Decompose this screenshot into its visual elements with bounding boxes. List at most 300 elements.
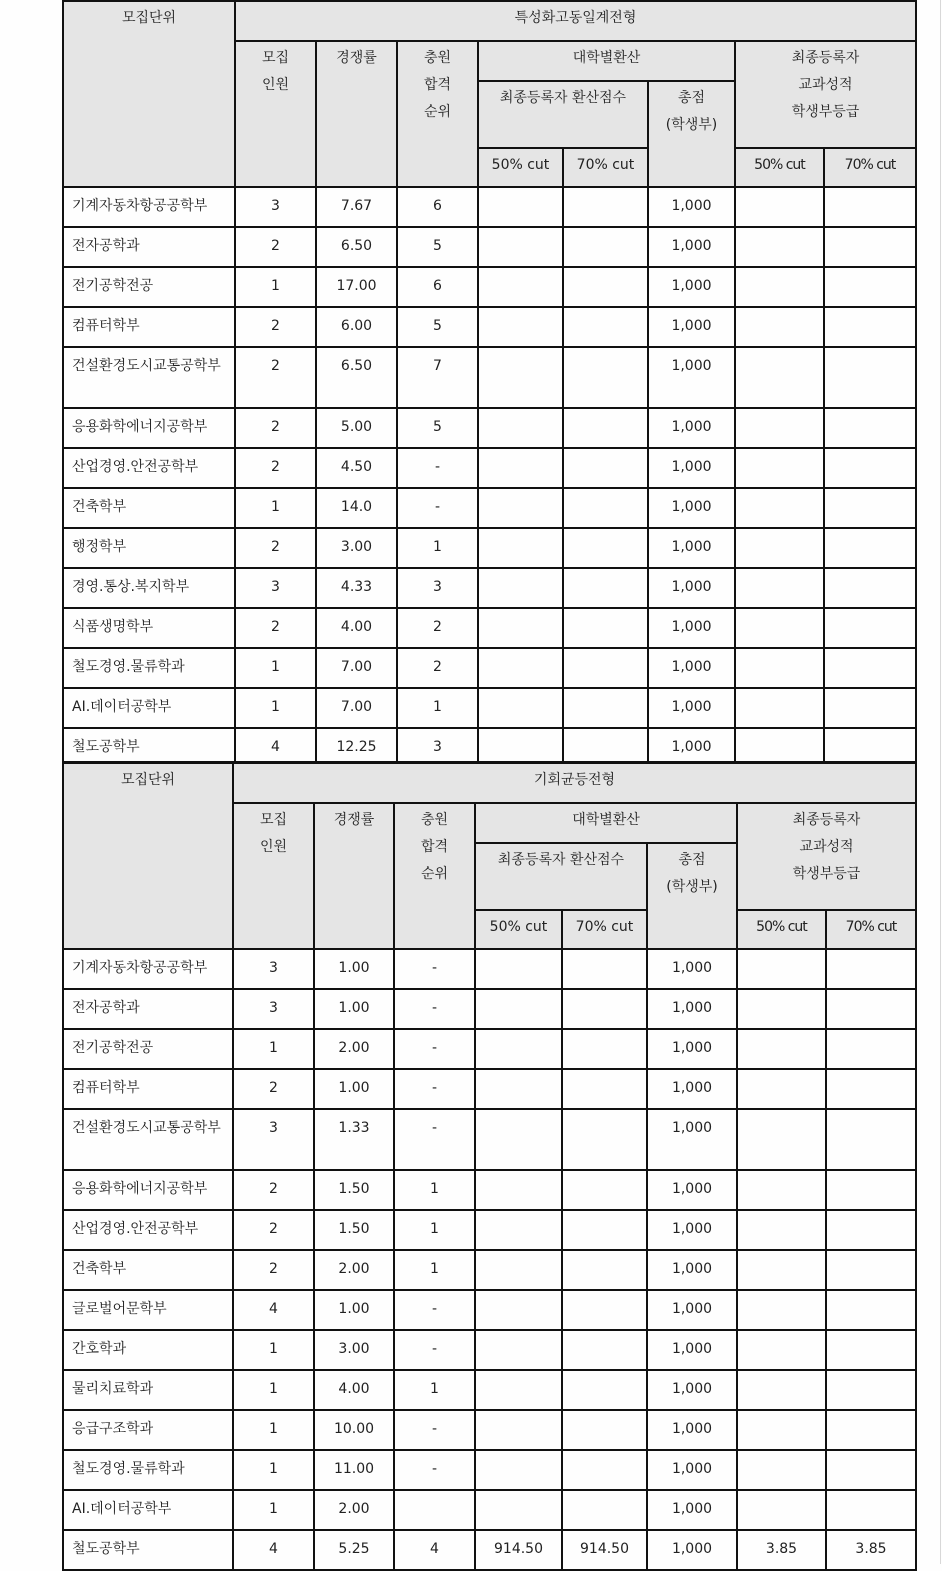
table-body	[63, 949, 916, 1570]
waitlist-rank-cell: -	[394, 1410, 475, 1450]
converted-50-cut-cell	[478, 688, 563, 728]
grade-50-cut-cell	[737, 1069, 826, 1109]
converted-50-cut-cell	[478, 488, 563, 528]
converted-70-cut-cell	[562, 1410, 647, 1450]
waitlist-rank-cell: -	[394, 1029, 475, 1069]
converted-70-cut-cell	[563, 648, 648, 688]
competition-rate-cell: 6.50	[316, 227, 397, 267]
total-score-cell: 1,000	[648, 648, 735, 688]
competition-rate-cell: 17.00	[316, 267, 397, 307]
grade-70-cut-cell: 3.85	[826, 1530, 916, 1570]
header-grade-50-cut: 50% cut	[735, 148, 824, 187]
unit-cell: 건설환경도시교통공학부	[63, 1109, 233, 1170]
unit-cell: 간호학과	[63, 1330, 233, 1370]
table-header	[63, 1, 916, 187]
total-score-cell: 1,000	[648, 187, 735, 227]
table-row	[63, 1170, 916, 1210]
unit-cell: 컴퓨터학부	[63, 1069, 233, 1109]
unit-cell: 컴퓨터학부	[63, 307, 235, 347]
converted-50-cut-cell	[475, 1290, 562, 1330]
quota-cell: 1	[233, 1450, 314, 1490]
grade-50-cut-cell	[737, 1330, 826, 1370]
table-row	[63, 688, 916, 728]
competition-rate-cell: 14.0	[316, 488, 397, 528]
total-score-cell: 1,000	[647, 1530, 737, 1570]
total-score-cell: 1,000	[648, 488, 735, 528]
unit-cell: 철도경영.물류학과	[63, 1450, 233, 1490]
total-score-cell: 1,000	[648, 608, 735, 648]
quota-cell: 2	[235, 448, 316, 488]
unit-cell: 글로벌어문학부	[63, 1290, 233, 1330]
waitlist-rank-cell: 4	[394, 1530, 475, 1570]
table-row	[63, 267, 916, 307]
total-score-cell: 1,000	[648, 227, 735, 267]
converted-70-cut-cell	[562, 1330, 647, 1370]
converted-70-cut-cell	[562, 989, 647, 1029]
grade-50-cut-cell	[735, 408, 824, 448]
competition-rate-cell: 4.00	[316, 608, 397, 648]
waitlist-rank-cell: 3	[397, 568, 478, 608]
unit-cell: 기계자동차항공공학부	[63, 949, 233, 989]
waitlist-rank-cell: 1	[394, 1210, 475, 1250]
quota-cell: 2	[235, 608, 316, 648]
grade-70-cut-cell	[824, 448, 916, 488]
header-converted-70-cut: 70% cut	[562, 910, 647, 949]
total-score-cell: 1,000	[648, 568, 735, 608]
converted-50-cut-cell	[478, 307, 563, 347]
converted-50-cut-cell	[478, 608, 563, 648]
quota-cell: 2	[235, 227, 316, 267]
table-row	[63, 949, 916, 989]
total-score-cell: 1,000	[647, 1069, 737, 1109]
table-row	[63, 408, 916, 448]
unit-cell: 건축학부	[63, 488, 235, 528]
total-score-cell: 1,000	[648, 408, 735, 448]
converted-70-cut-cell	[563, 307, 648, 347]
waitlist-rank-cell: -	[394, 1069, 475, 1109]
total-score-cell: 1,000	[647, 949, 737, 989]
converted-70-cut-cell	[563, 347, 648, 408]
header-competition: 경쟁률	[316, 41, 397, 187]
grade-70-cut-cell	[824, 267, 916, 307]
header-grade-50-cut: 50% cut	[737, 910, 826, 949]
converted-70-cut-cell	[562, 1069, 647, 1109]
quota-cell: 1	[233, 1370, 314, 1410]
unit-cell: 산업경영.안전공학부	[63, 448, 235, 488]
table-row	[63, 1069, 916, 1109]
waitlist-rank-cell: 1	[394, 1250, 475, 1290]
header-quota: 모집 인원	[233, 803, 314, 949]
table-row	[63, 1210, 916, 1250]
unit-cell: 철도공학부	[63, 728, 235, 768]
competition-rate-cell: 7.00	[316, 648, 397, 688]
converted-70-cut-cell	[563, 568, 648, 608]
unit-cell: 건설환경도시교통공학부	[63, 347, 235, 408]
grade-50-cut-cell: 3.85	[737, 1530, 826, 1570]
total-score-cell: 1,000	[647, 1370, 737, 1410]
quota-cell: 1	[235, 488, 316, 528]
table-row	[63, 989, 916, 1029]
table-row	[63, 568, 916, 608]
grade-50-cut-cell	[735, 187, 824, 227]
waitlist-rank-cell: -	[394, 989, 475, 1029]
competition-rate-cell: 1.00	[314, 1290, 394, 1330]
header-final-grade: 최종등록자 교과성적 학생부등급	[737, 803, 916, 910]
competition-rate-cell: 12.25	[316, 728, 397, 768]
unit-cell: 경영.통상.복지학부	[63, 568, 235, 608]
converted-50-cut-cell	[478, 187, 563, 227]
converted-70-cut-cell: 914.50	[562, 1530, 647, 1570]
grade-50-cut-cell	[735, 568, 824, 608]
converted-50-cut-cell	[475, 949, 562, 989]
admission-table-specialized	[62, 0, 917, 769]
competition-rate-cell: 5.00	[316, 408, 397, 448]
grade-70-cut-cell	[824, 187, 916, 227]
waitlist-rank-cell: 1	[397, 688, 478, 728]
grade-50-cut-cell	[737, 1029, 826, 1069]
header-univ-conversion: 대학별환산	[478, 41, 735, 81]
waitlist-rank-cell: 6	[397, 187, 478, 227]
competition-rate-cell: 3.00	[314, 1330, 394, 1370]
quota-cell: 4	[233, 1530, 314, 1570]
converted-50-cut-cell	[475, 1210, 562, 1250]
quota-cell: 2	[233, 1170, 314, 1210]
converted-50-cut-cell	[475, 1170, 562, 1210]
grade-50-cut-cell	[735, 648, 824, 688]
converted-70-cut-cell	[563, 227, 648, 267]
grade-70-cut-cell	[826, 1290, 916, 1330]
total-score-cell: 1,000	[647, 1450, 737, 1490]
converted-50-cut-cell	[475, 1490, 562, 1530]
converted-70-cut-cell	[562, 1210, 647, 1250]
grade-50-cut-cell	[737, 1490, 826, 1530]
converted-70-cut-cell	[563, 408, 648, 448]
total-score-cell: 1,000	[647, 1029, 737, 1069]
unit-cell: 응용화학에너지공학부	[63, 408, 235, 448]
header-grade-70-cut: 70% cut	[824, 148, 916, 187]
competition-rate-cell: 2.00	[314, 1029, 394, 1069]
waitlist-rank-cell: 5	[397, 408, 478, 448]
unit-cell: 응급구조학과	[63, 1410, 233, 1450]
competition-rate-cell: 11.00	[314, 1450, 394, 1490]
converted-50-cut-cell	[475, 1450, 562, 1490]
unit-cell: 건축학부	[63, 1250, 233, 1290]
waitlist-rank-cell: -	[394, 1109, 475, 1170]
converted-50-cut-cell	[475, 989, 562, 1029]
header-final-grade: 최종등록자 교과성적 학생부등급	[735, 41, 916, 148]
table-row	[63, 648, 916, 688]
scrollbar-track[interactable]	[940, 0, 941, 1564]
unit-cell: 전기공학전공	[63, 267, 235, 307]
total-score-cell: 1,000	[648, 528, 735, 568]
table-row	[63, 307, 916, 347]
quota-cell: 2	[233, 1250, 314, 1290]
competition-rate-cell: 7.00	[316, 688, 397, 728]
table-row	[63, 1490, 916, 1530]
competition-rate-cell: 1.50	[314, 1170, 394, 1210]
header-grade-70-cut: 70% cut	[826, 910, 916, 949]
grade-50-cut-cell	[737, 1290, 826, 1330]
unit-cell: 철도경영.물류학과	[63, 648, 235, 688]
grade-70-cut-cell	[824, 568, 916, 608]
header-unit: 모집단위	[63, 1, 235, 187]
grade-50-cut-cell	[737, 1450, 826, 1490]
grade-50-cut-cell	[735, 608, 824, 648]
grade-50-cut-cell	[737, 1170, 826, 1210]
header-converted-50-cut: 50% cut	[478, 148, 563, 187]
competition-rate-cell: 10.00	[314, 1410, 394, 1450]
grade-50-cut-cell	[735, 347, 824, 408]
converted-50-cut-cell	[475, 1029, 562, 1069]
unit-cell: 전자공학과	[63, 989, 233, 1029]
table-row	[63, 1290, 916, 1330]
converted-70-cut-cell	[563, 488, 648, 528]
converted-50-cut-cell	[475, 1410, 562, 1450]
unit-cell: AI.데이터공학부	[63, 1490, 233, 1530]
competition-rate-cell: 1.00	[314, 989, 394, 1029]
unit-cell: 전기공학전공	[63, 1029, 233, 1069]
competition-rate-cell: 2.00	[314, 1490, 394, 1530]
header-total: 총점 (학생부)	[648, 81, 735, 187]
waitlist-rank-cell: 1	[394, 1370, 475, 1410]
competition-rate-cell: 4.33	[316, 568, 397, 608]
table-row	[63, 1330, 916, 1370]
quota-cell: 2	[233, 1069, 314, 1109]
waitlist-rank-cell: -	[397, 448, 478, 488]
converted-50-cut-cell	[478, 528, 563, 568]
total-score-cell: 1,000	[647, 989, 737, 1029]
total-score-cell: 1,000	[648, 347, 735, 408]
admission-table-equal-opportunity	[62, 761, 917, 1571]
converted-50-cut-cell	[475, 1250, 562, 1290]
header-waitlist-rank: 충원 합격 순위	[394, 803, 475, 949]
converted-70-cut-cell	[562, 1109, 647, 1170]
quota-cell: 3	[233, 1109, 314, 1170]
unit-cell: 물리치료학과	[63, 1370, 233, 1410]
header-final-converted: 최종등록자 환산점수	[475, 843, 647, 910]
total-score-cell: 1,000	[647, 1490, 737, 1530]
quota-cell: 1	[235, 267, 316, 307]
table-row	[63, 1370, 916, 1410]
table-row	[63, 1410, 916, 1450]
grade-70-cut-cell	[826, 1109, 916, 1170]
converted-70-cut-cell	[563, 688, 648, 728]
grade-50-cut-cell	[735, 267, 824, 307]
grade-70-cut-cell	[824, 408, 916, 448]
converted-70-cut-cell	[562, 1250, 647, 1290]
grade-50-cut-cell	[735, 307, 824, 347]
total-score-cell: 1,000	[648, 267, 735, 307]
competition-rate-cell: 6.50	[316, 347, 397, 408]
quota-cell: 2	[235, 347, 316, 408]
grade-70-cut-cell	[826, 949, 916, 989]
converted-70-cut-cell	[563, 528, 648, 568]
converted-50-cut-cell	[478, 227, 563, 267]
quota-cell: 4	[235, 728, 316, 768]
waitlist-rank-cell: 5	[397, 227, 478, 267]
header-waitlist-rank: 충원 합격 순위	[397, 41, 478, 187]
converted-50-cut-cell	[475, 1109, 562, 1170]
header-competition: 경쟁률	[314, 803, 394, 949]
quota-cell: 2	[235, 528, 316, 568]
total-score-cell: 1,000	[647, 1330, 737, 1370]
waitlist-rank-cell: 7	[397, 347, 478, 408]
grade-50-cut-cell	[735, 688, 824, 728]
total-score-cell: 1,000	[647, 1109, 737, 1170]
total-score-cell: 1,000	[647, 1290, 737, 1330]
grade-50-cut-cell	[737, 989, 826, 1029]
table-row	[63, 1029, 916, 1069]
grade-70-cut-cell	[824, 648, 916, 688]
waitlist-rank-cell	[394, 1490, 475, 1530]
grade-50-cut-cell	[737, 1410, 826, 1450]
converted-50-cut-cell	[478, 448, 563, 488]
competition-rate-cell: 1.50	[314, 1210, 394, 1250]
quota-cell: 1	[233, 1410, 314, 1450]
quota-cell: 4	[233, 1290, 314, 1330]
converted-70-cut-cell	[562, 1029, 647, 1069]
grade-70-cut-cell	[826, 1170, 916, 1210]
quota-cell: 3	[233, 989, 314, 1029]
grade-50-cut-cell	[737, 1370, 826, 1410]
header-admission-type: 기회균등전형	[233, 763, 916, 803]
converted-50-cut-cell	[475, 1069, 562, 1109]
header-total: 총점 (학생부)	[647, 843, 737, 949]
total-score-cell: 1,000	[647, 1410, 737, 1450]
total-score-cell: 1,000	[647, 1210, 737, 1250]
quota-cell: 1	[235, 648, 316, 688]
table-row	[63, 608, 916, 648]
table-row	[63, 1250, 916, 1290]
quota-cell: 1	[233, 1490, 314, 1530]
competition-rate-cell: 4.00	[314, 1370, 394, 1410]
converted-70-cut-cell	[562, 1290, 647, 1330]
total-score-cell: 1,000	[647, 1250, 737, 1290]
converted-50-cut-cell	[478, 408, 563, 448]
unit-cell: 산업경영.안전공학부	[63, 1210, 233, 1250]
converted-50-cut-cell: 914.50	[475, 1530, 562, 1570]
grade-50-cut-cell	[737, 1109, 826, 1170]
waitlist-rank-cell: -	[394, 949, 475, 989]
grade-50-cut-cell	[737, 949, 826, 989]
grade-70-cut-cell	[824, 347, 916, 408]
table-row	[63, 528, 916, 568]
header-final-converted: 최종등록자 환산점수	[478, 81, 648, 148]
grade-70-cut-cell	[824, 608, 916, 648]
grade-70-cut-cell	[826, 1410, 916, 1450]
grade-70-cut-cell	[826, 1069, 916, 1109]
table-row	[63, 488, 916, 528]
converted-70-cut-cell	[562, 1490, 647, 1530]
grade-70-cut-cell	[826, 989, 916, 1029]
grade-50-cut-cell	[735, 227, 824, 267]
waitlist-rank-cell: 6	[397, 267, 478, 307]
quota-cell: 2	[233, 1210, 314, 1250]
converted-70-cut-cell	[563, 608, 648, 648]
waitlist-rank-cell: 1	[397, 528, 478, 568]
waitlist-rank-cell: -	[397, 488, 478, 528]
quota-cell: 1	[235, 688, 316, 728]
quota-cell: 1	[233, 1330, 314, 1370]
converted-70-cut-cell	[562, 1450, 647, 1490]
grade-70-cut-cell	[826, 1029, 916, 1069]
converted-50-cut-cell	[478, 568, 563, 608]
waitlist-rank-cell: 1	[394, 1170, 475, 1210]
converted-70-cut-cell	[563, 187, 648, 227]
grade-70-cut-cell	[826, 1250, 916, 1290]
total-score-cell: 1,000	[648, 448, 735, 488]
grade-50-cut-cell	[735, 528, 824, 568]
grade-50-cut-cell	[737, 1250, 826, 1290]
waitlist-rank-cell: -	[394, 1330, 475, 1370]
competition-rate-cell: 1.33	[314, 1109, 394, 1170]
total-score-cell: 1,000	[648, 307, 735, 347]
table-row	[63, 1109, 916, 1170]
table-row	[63, 187, 916, 227]
converted-70-cut-cell	[562, 1170, 647, 1210]
total-score-cell: 1,000	[648, 688, 735, 728]
quota-cell: 2	[235, 307, 316, 347]
grade-70-cut-cell	[824, 227, 916, 267]
competition-rate-cell: 1.00	[314, 949, 394, 989]
table-row	[63, 227, 916, 267]
converted-70-cut-cell	[563, 267, 648, 307]
competition-rate-cell: 3.00	[316, 528, 397, 568]
table-header	[63, 763, 916, 949]
grade-70-cut-cell	[826, 1370, 916, 1410]
header-quota: 모집 인원	[235, 41, 316, 187]
header-univ-conversion: 대학별환산	[475, 803, 737, 843]
grade-50-cut-cell	[735, 448, 824, 488]
unit-cell: 식품생명학부	[63, 608, 235, 648]
grade-70-cut-cell	[826, 1210, 916, 1250]
unit-cell: 응용화학에너지공학부	[63, 1170, 233, 1210]
converted-50-cut-cell	[478, 648, 563, 688]
competition-rate-cell: 6.00	[316, 307, 397, 347]
converted-50-cut-cell	[475, 1370, 562, 1410]
quota-cell: 2	[235, 408, 316, 448]
converted-70-cut-cell	[562, 949, 647, 989]
converted-50-cut-cell	[478, 347, 563, 408]
table-row	[63, 347, 916, 408]
header-unit: 모집단위	[63, 763, 233, 949]
table-row	[63, 448, 916, 488]
converted-70-cut-cell	[562, 1370, 647, 1410]
competition-rate-cell: 1.00	[314, 1069, 394, 1109]
competition-rate-cell: 5.25	[314, 1530, 394, 1570]
quota-cell: 1	[233, 1029, 314, 1069]
competition-rate-cell: 7.67	[316, 187, 397, 227]
total-score-cell: 1,000	[648, 728, 735, 768]
grade-70-cut-cell	[824, 528, 916, 568]
waitlist-rank-cell: -	[394, 1450, 475, 1490]
total-score-cell: 1,000	[647, 1170, 737, 1210]
grade-70-cut-cell	[826, 1490, 916, 1530]
header-converted-70-cut: 70% cut	[563, 148, 648, 187]
waitlist-rank-cell: 2	[397, 648, 478, 688]
waitlist-rank-cell: 3	[397, 728, 478, 768]
converted-50-cut-cell	[475, 1330, 562, 1370]
grade-70-cut-cell	[824, 688, 916, 728]
competition-rate-cell: 4.50	[316, 448, 397, 488]
table-body	[63, 187, 916, 768]
unit-cell: 전자공학과	[63, 227, 235, 267]
competition-rate-cell: 2.00	[314, 1250, 394, 1290]
header-converted-50-cut: 50% cut	[475, 910, 562, 949]
grade-50-cut-cell	[737, 1210, 826, 1250]
waitlist-rank-cell: -	[394, 1290, 475, 1330]
grade-70-cut-cell	[826, 1450, 916, 1490]
